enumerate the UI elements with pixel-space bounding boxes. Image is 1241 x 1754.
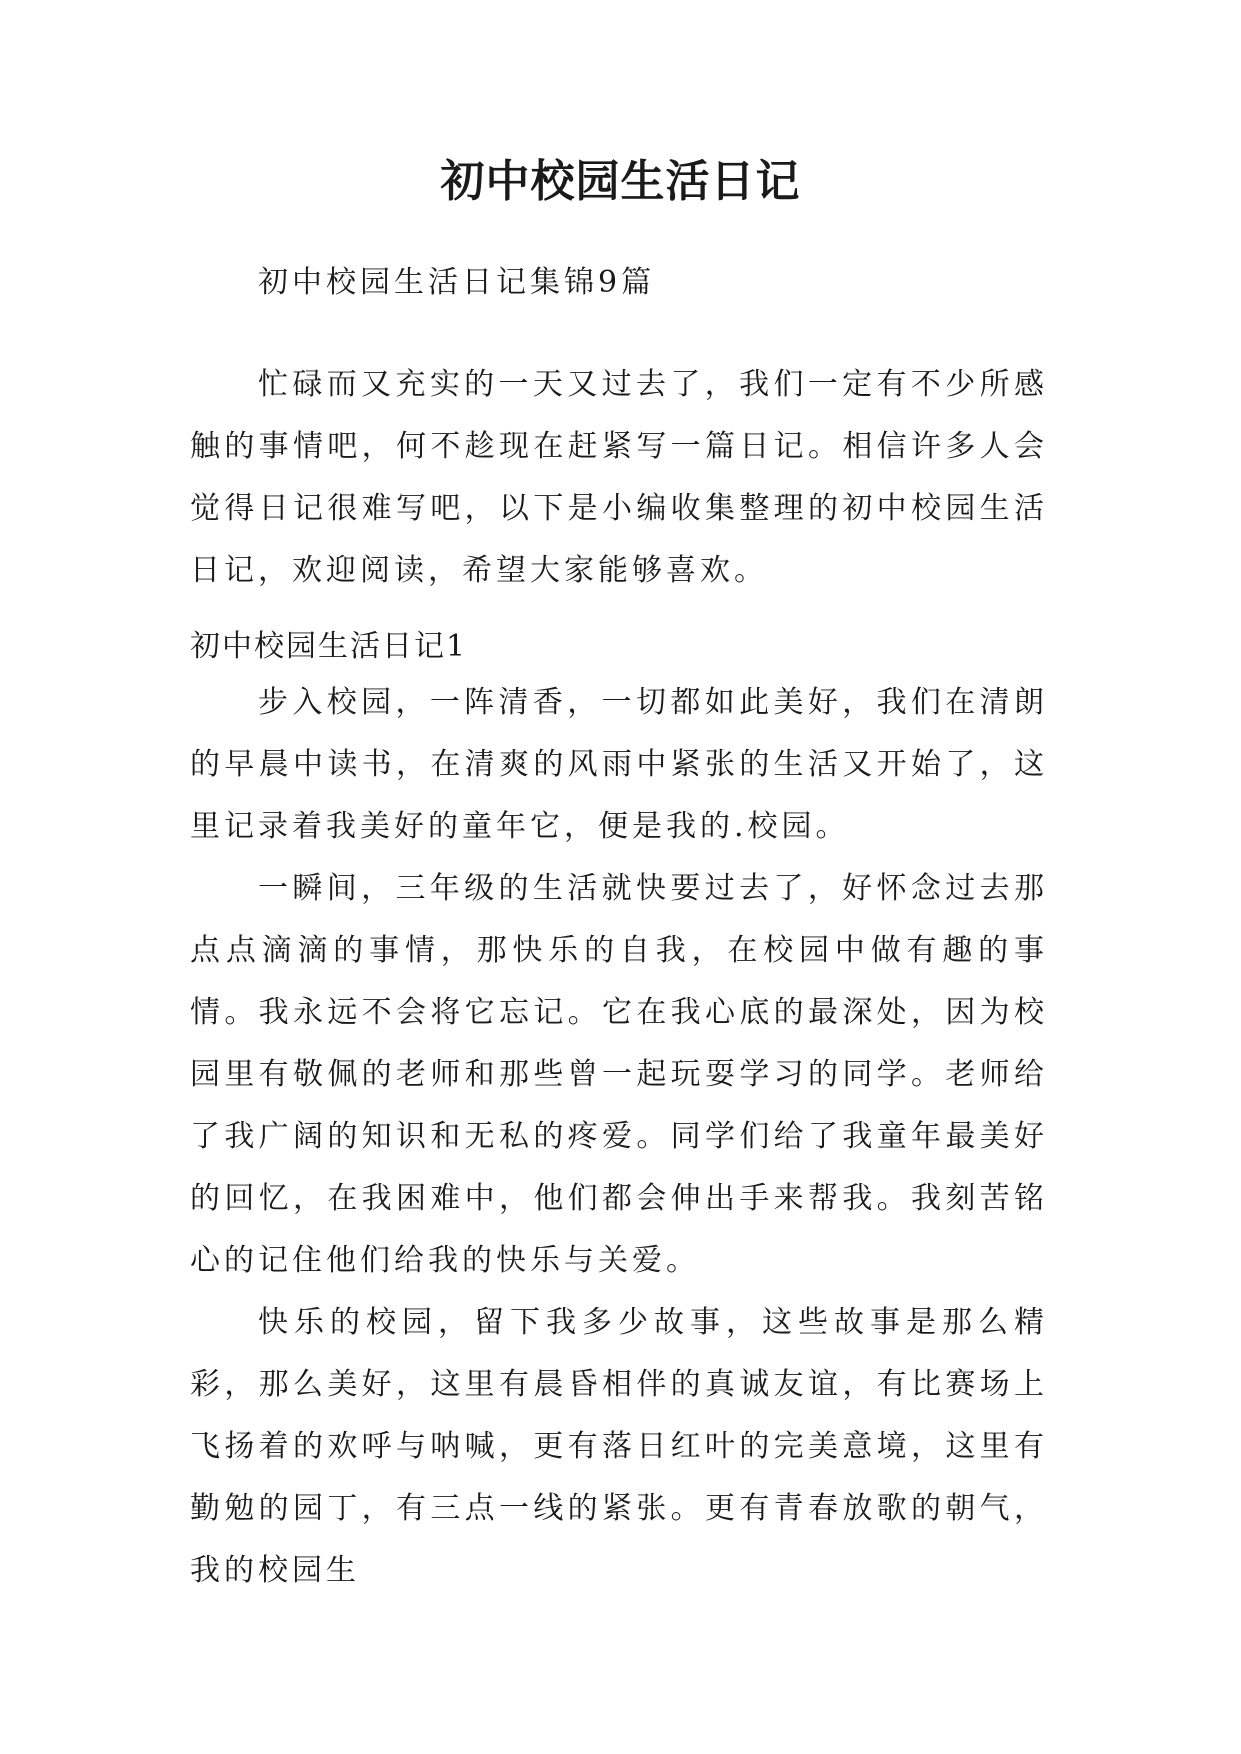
section-heading: 初中校园生活日记1: [190, 629, 468, 664]
document-title: 初中校园生活日记: [440, 156, 801, 207]
body-paragraph-3: 快乐的校园，留下我多少故事，这些故事是那么精彩，那么美好，这里有晨昏相伴的真诚友谊，有比赛场上飞扬着的欢呼与呐喊，更有落日红叶的完美意境，这里有勤勉的园丁，有三点一线的紧张。更有青春放歌的朝气，我的校园生: [190, 1305, 1048, 1588]
intro-paragraph: 忙碌而又充实的一天又过去了，我们一定有不少所感触的事情吧，何不趁现在赶紧写一篇日记。相信许多人会觉得日记很难写吧，以下是小编收集整理的初中校园生活日记，欢迎阅读，希望大家能够喜欢。: [190, 367, 1048, 588]
document-subtitle: 初中校园生活日记集锦9篇: [258, 265, 656, 300]
body-paragraph-2: 一瞬间，三年级的生活就快要过去了，好怀念过去那点点滴滴的事情，那快乐的自我，在校园中做有趣的事情。我永远不会将它忘记。它在我心底的最深处，因为校园里有敬佩的老师和那些曾一起玩耍学习的同学。老师给了我广阔的知识和无私的疼爱。同学们给了我童年最美好的回忆，在我困难中，他们都会伸出手来帮我。我刻苦铭心的记住他们给我的快乐与关爱。: [190, 871, 1048, 1278]
body-paragraph-1: 步入校园，一阵清香，一切都如此美好，我们在清朗的早晨中读书，在清爽的风雨中紧张的生活又开始了，这里记录着我美好的童年它，便是我的.校园。: [190, 685, 1048, 844]
